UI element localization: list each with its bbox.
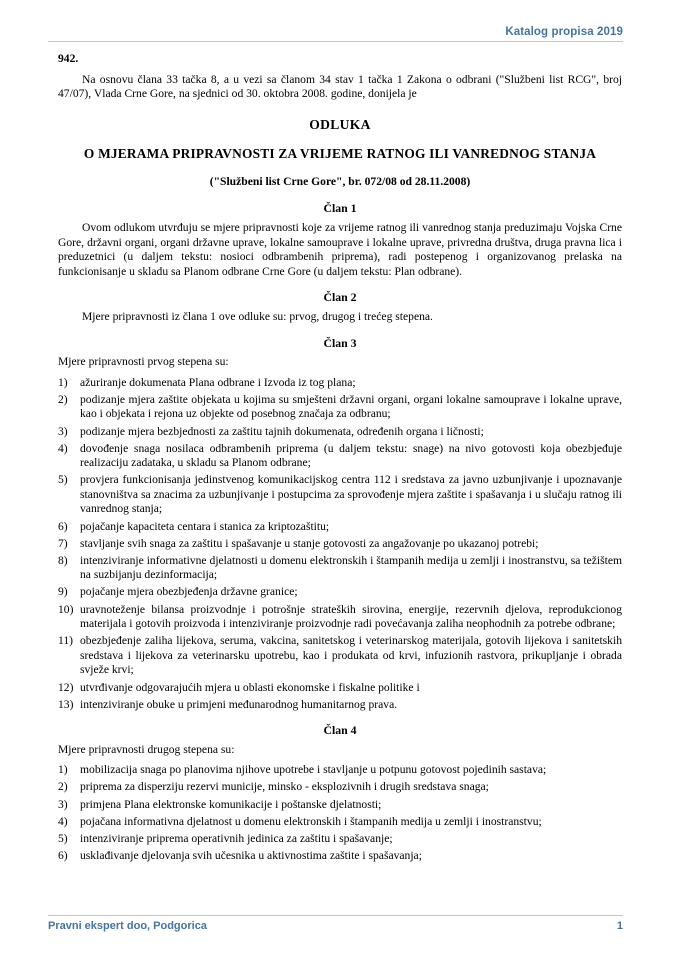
list-item-marker: 3) bbox=[58, 424, 68, 438]
list-item bbox=[58, 537, 622, 552]
list-item-text: provjera funkcionisanja jedinstvenog komunikacijskog centra 112 i sredstava za javno uzbunjivanje i upoznavanje stanovništva sa znacima za uzbunjivanje i postupcima za sprovođenje mjera zaštite i spašavanja i u slučaju ratnog ili vanrednog stanja; bbox=[80, 473, 622, 516]
list-item-marker: 9) bbox=[58, 585, 68, 599]
list-item bbox=[58, 425, 622, 440]
list-item-marker: 11) bbox=[58, 634, 74, 648]
footer-page-number: 1 bbox=[616, 920, 623, 932]
article-3-intro: Mjere pripravnosti prvog stepena su: bbox=[58, 355, 229, 369]
running-header bbox=[48, 26, 623, 42]
list-item-text: pojačana informativna djelatnost u domenu elektronskih i štampanih medija u zemlji i inostranstvu; bbox=[80, 814, 542, 828]
list-item-marker: 6) bbox=[58, 519, 68, 533]
list-item-text: intenziviranje priprema operativnih jedinica za zaštitu i spašavanje; bbox=[80, 831, 393, 845]
list-item-text: priprema za disperziju rezervi municije, minsko - eksplozivnih i drugih sredstava snaga; bbox=[80, 780, 489, 794]
list-item-marker: 2) bbox=[58, 780, 68, 794]
article-4-intro: Mjere pripravnosti drugog stepena su: bbox=[58, 742, 235, 756]
list-item bbox=[58, 780, 622, 795]
list-item-marker: 1) bbox=[58, 763, 68, 777]
list-item-text: intenziviranje informativne djelatnosti u domenu elektronskih i štampanih medija u zemlji i inostranstvu, sa težištem na suzbijanju dezinformacija; bbox=[80, 553, 622, 582]
page-footer bbox=[48, 915, 623, 932]
list-item bbox=[58, 763, 622, 778]
list-item-marker: 6) bbox=[58, 848, 68, 862]
list-item-text: usklađivanje djelovanja svih učesnika u aktivnostima zaštite i spašavanja; bbox=[80, 848, 422, 862]
list-item-text: obezbjeđenje zaliha lijekova, seruma, vakcina, sanitetskog i veterinarskog materijala, gotovih lijekova i sanitetskih sredstava i lijekova za veterinarsku upotrebu, kao i produkata od krvi, infuzionih rastvora, prikupljanje i obrada svježe krvi; bbox=[80, 634, 622, 677]
list-item-marker: 5) bbox=[58, 473, 68, 487]
list-item bbox=[58, 815, 622, 830]
list-item-marker: 2) bbox=[58, 392, 68, 406]
document-number: 942. bbox=[58, 52, 79, 65]
list-item-marker: 13) bbox=[58, 697, 74, 711]
list-item bbox=[58, 376, 622, 391]
list-item-marker: 8) bbox=[58, 553, 68, 567]
list-item-text: stavljanje svih snaga za zaštitu i spašavanje u stanje gotovosti za angažovanje po ukazanoj potrebi; bbox=[80, 536, 539, 550]
list-item-marker: 4) bbox=[58, 441, 68, 455]
list-item bbox=[58, 603, 622, 632]
document-body bbox=[58, 52, 622, 866]
list-item-marker: 5) bbox=[58, 831, 68, 845]
list-item bbox=[58, 681, 622, 696]
list-item bbox=[58, 442, 622, 471]
list-item-marker: 4) bbox=[58, 814, 68, 828]
preamble-paragraph: Na osnovu člana 33 tačka 8, a u vezi sa članom 34 stav 1 tačka 1 Zakona o odbrani ("Službeni list RCG", broj 47/07), Vlada Crne Gore, na sjednici od 30. oktobra 2008. godine, donijela je bbox=[58, 72, 622, 101]
document-subtitle: O MJERAMA PRIPRAVNOSTI ZA VRIJEME RATNOG ILI VANREDNOG STANJA bbox=[83, 145, 597, 161]
list-item-marker: 3) bbox=[58, 797, 68, 811]
article-heading-1: Član 1 bbox=[323, 201, 357, 216]
list-item bbox=[58, 832, 622, 847]
list-item bbox=[58, 554, 622, 583]
list-item bbox=[58, 698, 622, 713]
list-item-text: intenziviranje obuke u primjeni međunarodnog humanitarnog prava. bbox=[80, 697, 398, 711]
official-gazette-reference: ("Službeni list Crne Gore", br. 072/08 od 28.11.2008) bbox=[209, 174, 471, 188]
list-item bbox=[58, 393, 622, 422]
list-item-marker: 1) bbox=[58, 375, 68, 389]
list-item bbox=[58, 798, 622, 813]
list-item bbox=[58, 473, 622, 517]
list-item-text: ažuriranje dokumenata Plana odbrane i Izvoda iz tog plana; bbox=[80, 375, 356, 389]
catalog-label: Katalog propisa 2019 bbox=[505, 26, 623, 38]
article-1-intro: Ovom odlukom utvrđuju se mjere pripravnosti koje za vrijeme ratnog ili vanrednog stanja preduzimaju Vojska Crne Gore, državni organi, organi državne uprave, lokalne samouprave i lokalne uprave, privredna društva, druga pravna lica i preduzetnici (u daljem tekstu: nosioci odbrambenih priprema), radi postepenog i organizovanog prelaska na funkcionisanje u skladu sa Planom odbrane Crne Gore (u daljem tekstu: Plan odbrane). bbox=[58, 220, 622, 278]
list-item-marker: 12) bbox=[58, 680, 74, 694]
list-item-text: podizanje mjera bezbjednosti za zaštitu tajnih dokumenata, određenih organa i ličnosti; bbox=[80, 424, 484, 438]
list-item-text: dovođenje snaga nosilaca odbrambenih priprema (u daljem tekstu: snage) na nivo gotovosti koja obezbjeđuje realizaciju zadataka, u skladu sa Planom odbrane; bbox=[80, 441, 622, 470]
article-heading-4: Član 4 bbox=[323, 723, 357, 738]
list-item bbox=[58, 520, 622, 535]
article-heading-3: Član 3 bbox=[323, 335, 357, 350]
list-item bbox=[58, 849, 622, 864]
list-item-text: pojačanje mjera obezbjeđenja državne granice; bbox=[80, 585, 298, 599]
article-2-intro: Mjere pripravnosti iz člana 1 ove odluke su: prvog, drugog i trećeg stepena. bbox=[82, 309, 433, 323]
list-item bbox=[58, 634, 622, 678]
article-4-item-list bbox=[58, 763, 622, 863]
list-item bbox=[58, 585, 622, 600]
article-3-item-list bbox=[58, 376, 622, 712]
list-item-marker: 10) bbox=[58, 602, 74, 616]
footer-publisher: Pravni ekspert doo, Podgorica bbox=[48, 920, 207, 932]
list-item-text: podizanje mjera zaštite objekata u kojima su smješteni državni organi, organi lokalne samouprave i lokalne uprave, kao i objekata i rejona uz objekte od posebnog značaja za odbranu; bbox=[80, 392, 622, 421]
list-item-text: utvrđivanje odgovarajućih mjera u oblasti ekonomske i fiskalne politike i bbox=[80, 680, 420, 694]
list-item-text: primjena Plana elektronske komunikacije i poštanske djelatnosti; bbox=[80, 797, 382, 811]
list-item-marker: 7) bbox=[58, 536, 68, 550]
document-title: ODLUKA bbox=[309, 116, 371, 132]
list-item-text: uravnoteženje bilansa proizvodnje i potrošnje strateških sirovina, energije, rezervnih djelova, reprodukcionog materijala i gotovih proizvoda i intenziviranje proizvodnje radi povećavanja zaliha neophodnih za potrebe odbrane; bbox=[80, 602, 622, 631]
list-item-text: pojačanje kapaciteta centara i stanica za kriptozaštitu; bbox=[80, 519, 330, 533]
article-heading-2: Član 2 bbox=[323, 290, 357, 305]
list-item-text: mobilizacija snaga po planovima njihove upotrebe i stavljanje u potpunu gotovost pojedinih sastava; bbox=[80, 763, 547, 777]
